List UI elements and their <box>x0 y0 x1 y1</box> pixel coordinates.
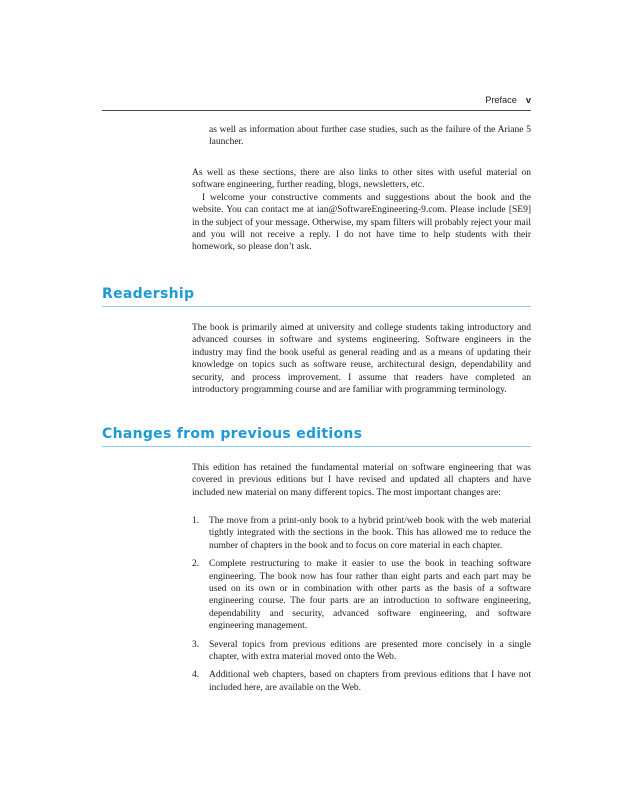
list-item-number: 3. <box>192 639 200 650</box>
list-item <box>192 515 531 552</box>
list-item <box>192 639 531 664</box>
intro-paragraph-2: I welcome your constructive comments and suggestions about the book and the website. You can contact me at ian@SoftwareEngineering-9.com. Please include [SE9] in the subject of your message. Otherwise, my spam filters will probably reject your mail and you will not receive a reply. I do not have time to help students with their homework, so please don’t ask. <box>192 192 531 253</box>
list-item-text: Several topics from previous editions are presented more concisely in a single chapter, with extra material moved onto the Web. <box>209 639 531 663</box>
list-item-text: Complete restructuring to make it easier to use the book in teaching software engineering. The book now has four rather than eight parts and each part may be used on its own or in combination with other parts as the basis of a software engineering course. The four parts are an introduction to software engineering, dependability and security, advanced software engineering, and software engineering management. <box>209 559 531 632</box>
list-item-text: The move from a print-only book to a hybrid print/web book with the web material tightly integrated with the sections in the book. This has allowed me to reduce the number of chapters in the book and to focus on core material in each chapter. <box>209 516 531 551</box>
readership-paragraph: The book is primarily aimed at university and college students taking introductory and advanced courses in software and systems engineering. Software engineers in the industry may find the book useful as general reading and as a means of updating their knowledge on topics such as software reuse, architectural design, dependability and security, and process improvement. I assume that readers have completed an introductory programming course and are familiar with programming terminology. <box>192 323 531 396</box>
continuation-text: as well as information about further case studies, such as the failure of the Ariane 5 launcher. <box>209 125 531 148</box>
page-number: v <box>525 95 531 105</box>
readership-heading: Readership <box>102 286 195 302</box>
changes-rule <box>102 446 531 447</box>
changes-intro-section <box>192 462 531 499</box>
list-item-text: Additional web chapters, based on chapters from previous editions that I have not included here, are available on the Web. <box>209 670 531 693</box>
changes-intro-paragraph: This edition has retained the fundamental material on software engineering that was covered in previous editions but I have revised and updated all chapters and have included new material on many different topics. The most important changes are: <box>192 463 531 498</box>
changes-heading: Changes from previous editions <box>102 426 363 442</box>
intro-section <box>192 167 531 254</box>
intro-paragraph-1: As well as these sections, there are also links to other sites with useful material on software engineering, further reading, blogs, newsletters, etc. <box>192 168 531 191</box>
continuation-item <box>209 124 531 149</box>
changes-list <box>192 515 531 700</box>
list-item-number: 4. <box>192 670 200 681</box>
running-head <box>102 95 531 105</box>
readership-section <box>192 322 531 396</box>
running-title: Preface <box>485 95 517 105</box>
list-item <box>192 558 531 632</box>
list-item-number: 2. <box>192 559 200 570</box>
readership-rule <box>102 306 531 307</box>
header-rule <box>102 110 531 111</box>
list-item-number: 1. <box>192 516 200 526</box>
list-item <box>192 669 531 694</box>
